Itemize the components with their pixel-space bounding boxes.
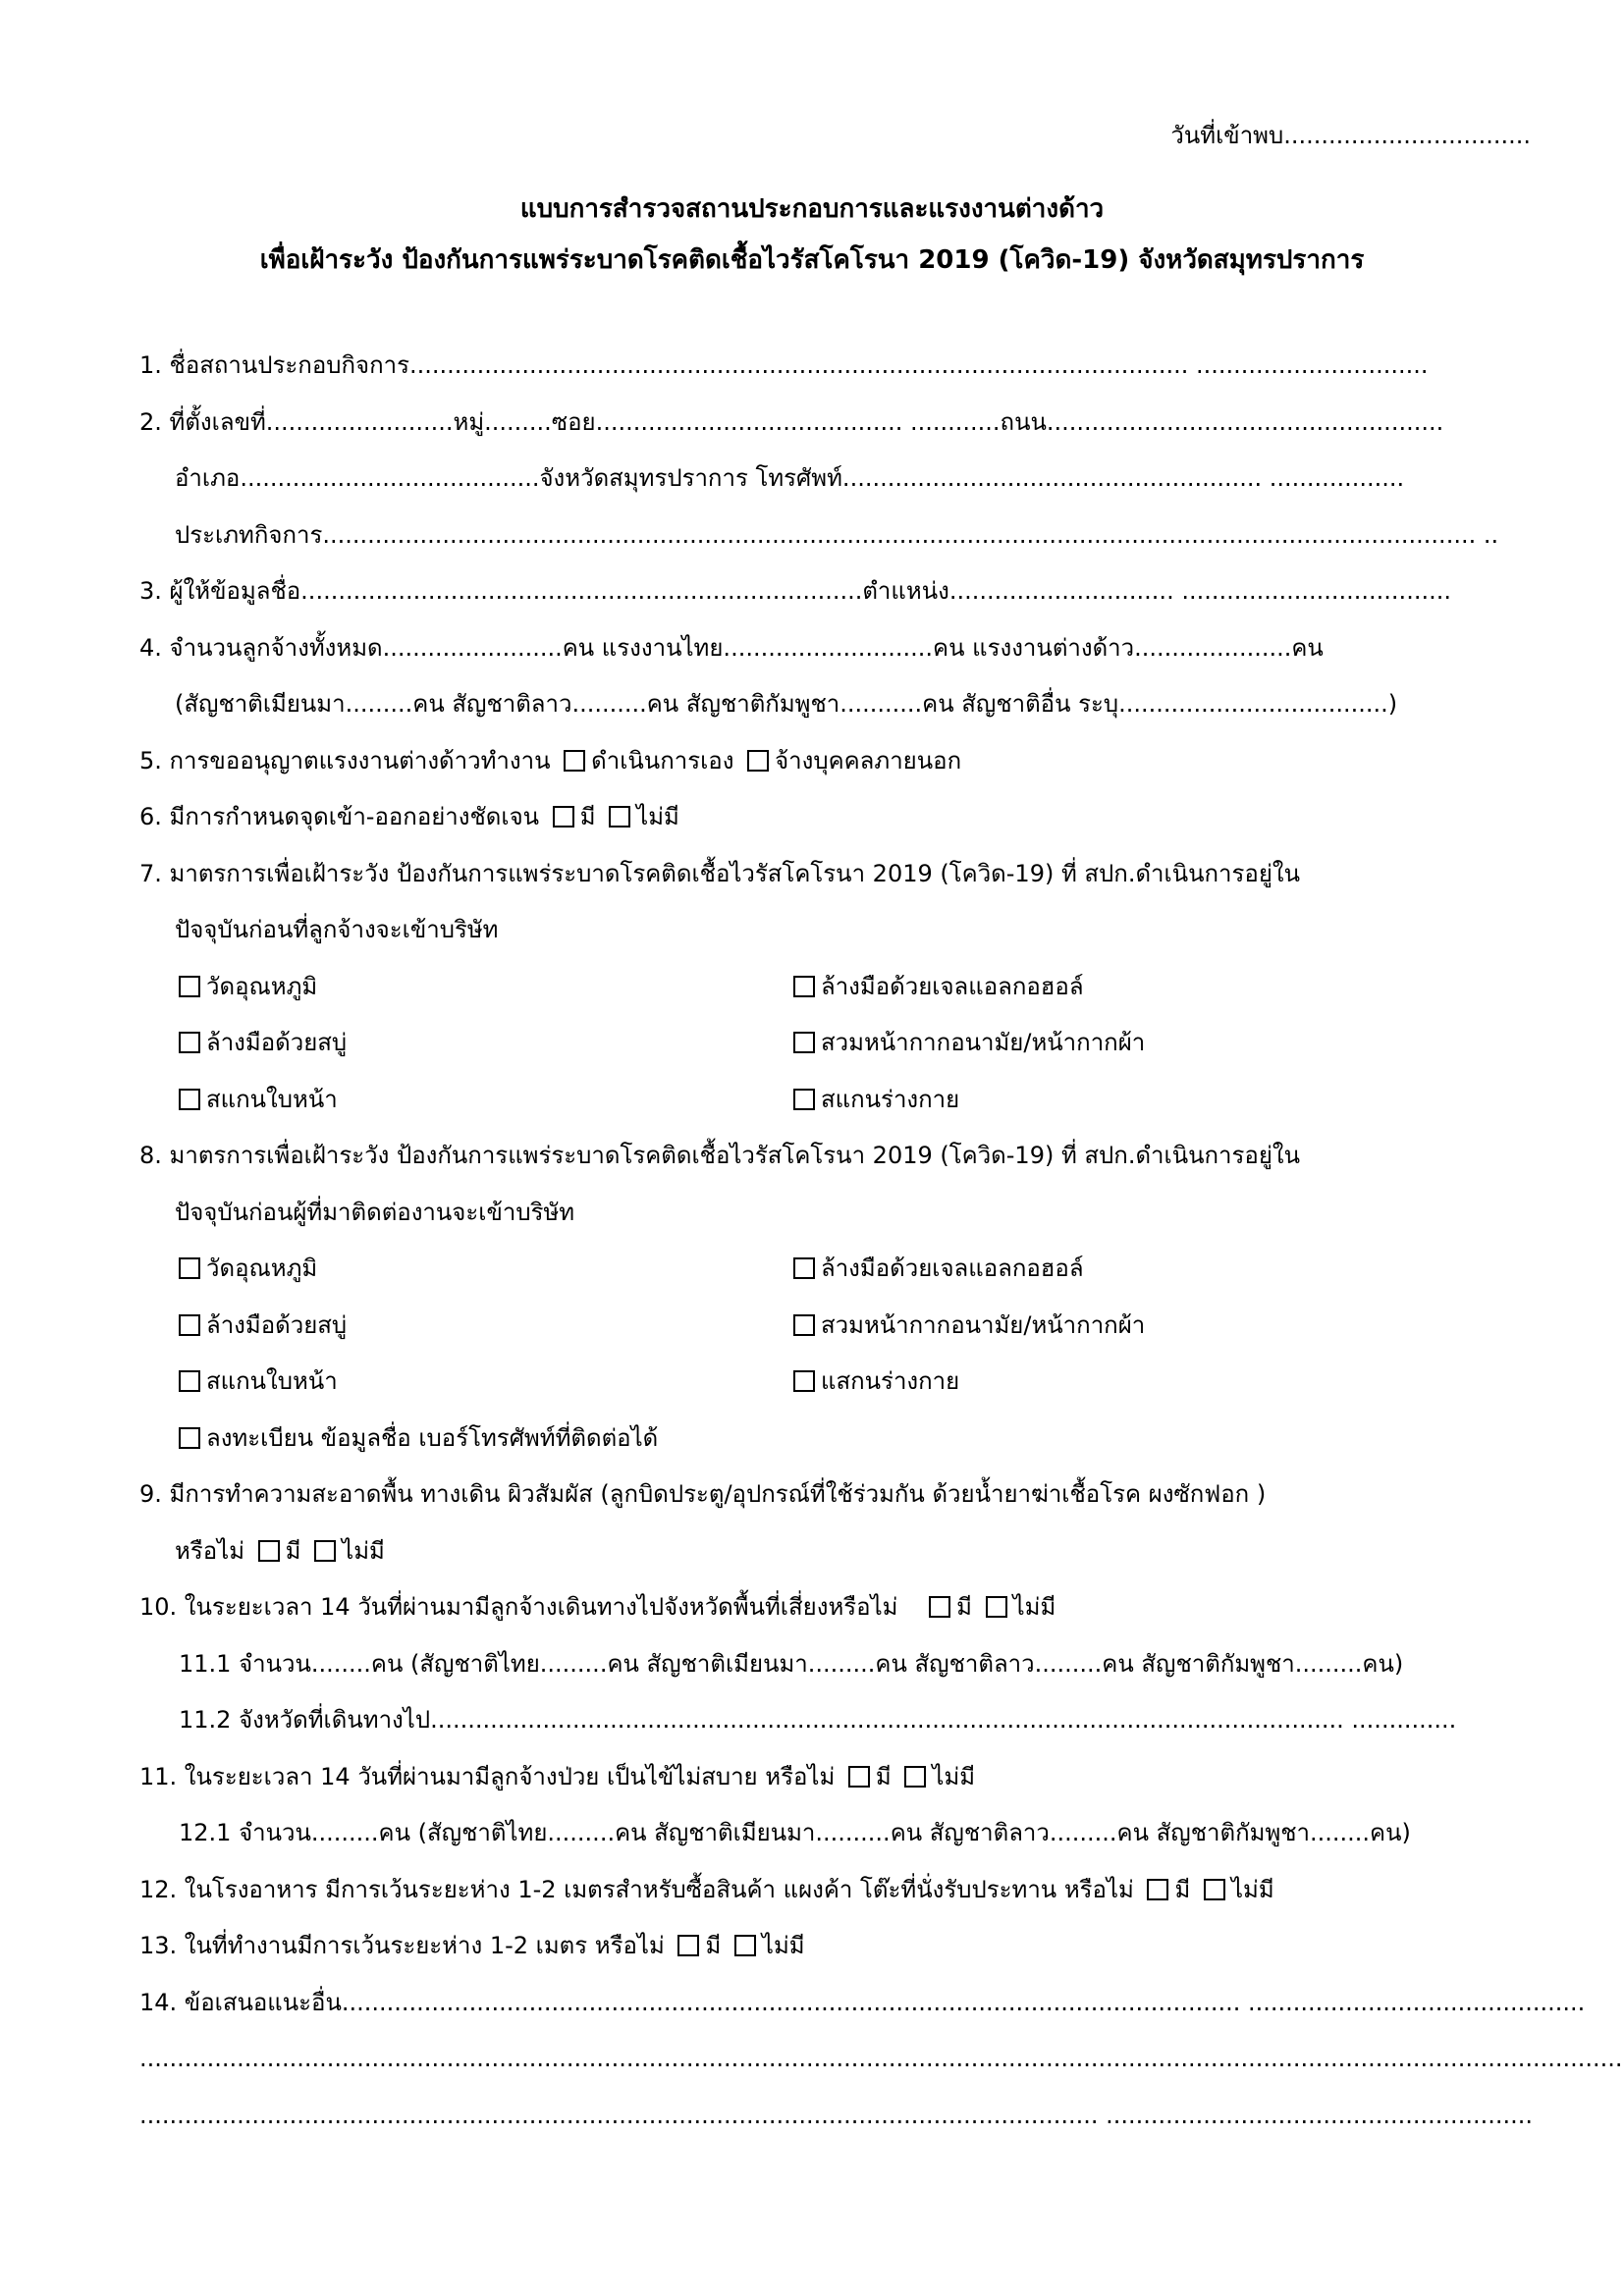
q2-business-type-field[interactable]: ประเภทกิจการ.......................................................................................................................................................... ..: [175, 520, 1499, 549]
q10-sub1-count-field[interactable]: 11.1 จำนวน........คน (สัญชาติไทย.........คน สัญชาติเมียนมา.........คน สัญชาติลาว.........คน สัญชาติกัมพูชา.........คน): [179, 1649, 1404, 1678]
q13-no-label: ไม่มี: [761, 1932, 805, 1959]
q11-row: [139, 1749, 1514, 1806]
q8-mask-label: สวมหน้ากากอนามัย/หน้ากากผ้า: [821, 1310, 1146, 1339]
q8-options-row1: [139, 1241, 1514, 1298]
q7-options-row1: [139, 959, 1514, 1016]
q7-body-scan-checkbox[interactable]: [793, 1089, 815, 1110]
q11-yes-checkbox[interactable]: [848, 1766, 870, 1788]
q13-yes-checkbox[interactable]: [677, 1935, 699, 1956]
q13-label: 13. ในที่ทำงานมีการเว้นระยะห่าง 1-2 เมตร หรือไม่: [139, 1932, 665, 1959]
q7-face-scan-label: สแกนใบหน้า: [206, 1085, 338, 1113]
q5-outsource-checkbox[interactable]: [747, 750, 769, 772]
q12-label: 12. ในโรงอาหาร มีการเว้นระยะห่าง 1-2 เมตรสำหรับซื้อสินค้า แผงค้า โต๊ะที่นั่งรับประทาน หรือไม่: [139, 1875, 1134, 1903]
q8-gel-checkbox[interactable]: [793, 1257, 815, 1279]
q6-yes-checkbox[interactable]: [553, 806, 574, 828]
q8-options-row4: [139, 1411, 1514, 1468]
q9-no-checkbox[interactable]: [314, 1540, 336, 1562]
q3-informant-field[interactable]: 3. ผู้ให้ข้อมูลชื่อ...........................................................................ตำแหน่ง.............................. ....................................: [139, 577, 1451, 605]
q8-register-checkbox[interactable]: [179, 1427, 200, 1449]
q11-yes-label: มี: [875, 1762, 892, 1790]
survey-form-body: [139, 338, 1623, 2144]
q7-soap-checkbox[interactable]: [179, 1032, 200, 1053]
q7-temperature-checkbox[interactable]: [179, 976, 200, 997]
q10-no-label: ไม่มี: [1012, 1593, 1056, 1621]
q9-label: หรือไม่: [175, 1536, 245, 1565]
q9-yes-checkbox[interactable]: [258, 1540, 280, 1562]
q14-suggestions-field[interactable]: 14. ข้อเสนอแนะอื่น........................................................................................................................ .............................................: [139, 1988, 1586, 2016]
q5-outsource-label: จ้างบุคคลภายนอก: [775, 746, 962, 774]
q8-face-scan-label: สแกนใบหน้า: [206, 1367, 338, 1395]
q13-row: [139, 1918, 1514, 1975]
q11-sub1-count-field[interactable]: 12.1 จำนวน.........คน (สัญชาติไทย.........คน สัญชาติเมียนมา..........คน สัญชาติลาว.........คน สัญชาติกัมพูชา........คน): [179, 1819, 1411, 1846]
q8-temperature-label: วัดอุณหภูมิ: [206, 1255, 318, 1282]
q10-yes-checkbox[interactable]: [929, 1596, 950, 1618]
form-title-line2: เพื่อเฝ้าระวัง ป้องกันการแพร่ระบาดโรคติดเชื้อไวรัสโคโรนา 2019 (โควิด-19) จังหวัดสมุทรปราการ: [259, 245, 1365, 275]
q12-no-checkbox[interactable]: [1204, 1879, 1225, 1900]
q12-yes-checkbox[interactable]: [1147, 1879, 1168, 1900]
q8-soap-checkbox[interactable]: [179, 1314, 200, 1336]
q8-body-scan-checkbox[interactable]: [793, 1370, 815, 1392]
q8-temperature-checkbox[interactable]: [179, 1257, 200, 1279]
q11-no-checkbox[interactable]: [904, 1766, 926, 1788]
q6-no-label: ไม่มี: [636, 803, 679, 830]
q6-label: 6. มีการกำหนดจุดเข้า-ออกอย่างชัดเจน: [139, 803, 540, 830]
q5-label: 5. การขออนุญาตแรงงานต่างด้าวทำงาน: [139, 746, 551, 774]
q7-question-line1: 7. มาตรการเพื่อเฝ้าระวัง ป้องกันการแพร่ระบาดโรคติดเชื้อไวรัสโคโรนา 2019 (โควิด-19) ที่ สปก.ดำเนินการอยู่ใน: [139, 859, 1301, 887]
q5-row: [139, 733, 1514, 790]
q7-face-scan-checkbox[interactable]: [179, 1089, 200, 1110]
q10-label: 10. ในระยะเวลา 14 วันที่ผ่านมามีลูกจ้างเดินทางไปจังหวัดพื้นที่เสี่ยงหรือไม่: [139, 1593, 898, 1621]
q10-row: [139, 1579, 1514, 1636]
q7-question-line2: ปัจจุบันก่อนที่ลูกจ้างจะเข้าบริษัท: [175, 916, 499, 943]
q5-self-label: ดำเนินการเอง: [591, 746, 734, 774]
q7-soap-label: ล้างมือด้วยสบู่: [206, 1029, 348, 1056]
q7-body-scan-label: สแกนร่างกาย: [821, 1085, 960, 1113]
q7-mask-label: สวมหน้ากากอนามัย/หน้ากากผ้า: [821, 1029, 1146, 1056]
q12-no-label: ไม่มี: [1230, 1875, 1274, 1903]
q10-no-checkbox[interactable]: [986, 1596, 1007, 1618]
q8-soap-label: ล้างมือด้วยสบู่: [206, 1310, 348, 1339]
q2-address-field[interactable]: 2. ที่ตั้งเลขที่.........................หมู่.........ซอย......................................... ............ถนน.....................................................: [139, 407, 1444, 436]
q8-face-scan-checkbox[interactable]: [179, 1370, 200, 1392]
q5-self-checkbox[interactable]: [564, 750, 585, 772]
q6-yes-label: มี: [579, 803, 596, 830]
q1-business-name-field[interactable]: 1. ชื่อสถานประกอบกิจการ........................................................................................................ ...............................: [139, 351, 1429, 379]
q14-suggestions-line2[interactable]: ......................................................................................................................................................................................................: [139, 2045, 1623, 2072]
q7-gel-label: ล้างมือด้วยเจลแอลกอฮอล์: [821, 972, 1084, 1000]
q2-district-phone-field[interactable]: อำเภอ........................................จังหวัดสมุทรปราการ โทรศัพท์........................................................ ..................: [175, 464, 1405, 492]
q7-temperature-label: วัดอุณหภูมิ: [206, 972, 318, 1000]
q9-row: [139, 1523, 1514, 1580]
q4-nationality-count-field[interactable]: (สัญชาติเมียนมา.........คน สัญชาติลาว..........คน สัญชาติกัมพูชา...........คน สัญชาติอื่น ระบุ....................................): [175, 690, 1398, 718]
q10-sub2-province-field[interactable]: 11.2 จังหวัดที่เดินทางไป.......................................................................................................................... ..............: [179, 1706, 1457, 1734]
q11-no-label: ไม่มี: [932, 1762, 976, 1790]
q7-gel-checkbox[interactable]: [793, 976, 815, 997]
q8-gel-label: ล้างมือด้วยเจลแอลกอฮอล์: [821, 1255, 1084, 1282]
q9-question-line1: 9. มีการทำความสะอาดพื้น ทางเดิน ผิวสัมผัส (ลูกบิดประตู/อุปกรณ์ที่ใช้ร่วมกัน ด้วยน้ำยาฆ่าเชื้อโรค ผงซักฟอก ): [139, 1480, 1267, 1508]
q6-no-checkbox[interactable]: [609, 806, 630, 828]
q9-yes-label: มี: [285, 1536, 301, 1565]
visit-date-field[interactable]: วันที่เข้าพบ.................................: [1170, 122, 1531, 149]
q12-row: [139, 1862, 1514, 1919]
q12-yes-label: มี: [1174, 1875, 1191, 1903]
q8-question-line1: 8. มาตรการเพื่อเฝ้าระวัง ป้องกันการแพร่ระบาดโรคติดเชื้อไวรัสโคโรนา 2019 (โควิด-19) ที่ สปก.ดำเนินการอยู่ใน: [139, 1142, 1301, 1169]
q9-no-label: ไม่มี: [342, 1536, 385, 1565]
form-title-line1: แบบการสำรวจสถานประกอบการและแรงงานต่างด้าว: [519, 194, 1105, 224]
q7-options-row2: [139, 1015, 1514, 1072]
q14-suggestions-line3[interactable]: ................................................................................................................................ .........................................................: [139, 2101, 1533, 2129]
q13-no-checkbox[interactable]: [734, 1935, 756, 1956]
q8-options-row2: [139, 1298, 1514, 1355]
q8-register-label: ลงทะเบียน ข้อมูลชื่อ เบอร์โทรศัพท์ที่ติดต่อได้: [206, 1423, 659, 1452]
q6-row: [139, 789, 1514, 846]
q8-body-scan-label: แสกนร่างกาย: [821, 1367, 960, 1395]
q7-options-row3: [139, 1072, 1514, 1129]
q13-yes-label: มี: [705, 1932, 722, 1959]
q10-yes-label: มี: [956, 1593, 972, 1621]
q4-employee-count-field[interactable]: 4. จำนวนลูกจ้างทั้งหมด........................คน แรงงานไทย............................คน แรงงานต่างด้าว.....................คน: [139, 633, 1324, 662]
q8-mask-checkbox[interactable]: [793, 1314, 815, 1336]
q8-options-row3: [139, 1354, 1514, 1411]
q8-question-line2: ปัจจุบันก่อนผู้ที่มาติดต่องานจะเข้าบริษัท: [175, 1198, 575, 1226]
q7-mask-checkbox[interactable]: [793, 1032, 815, 1053]
q11-label: 11. ในระยะเวลา 14 วันที่ผ่านมามีลูกจ้างป่วย เป็นไข้ไม่สบาย หรือไม่: [139, 1762, 836, 1790]
